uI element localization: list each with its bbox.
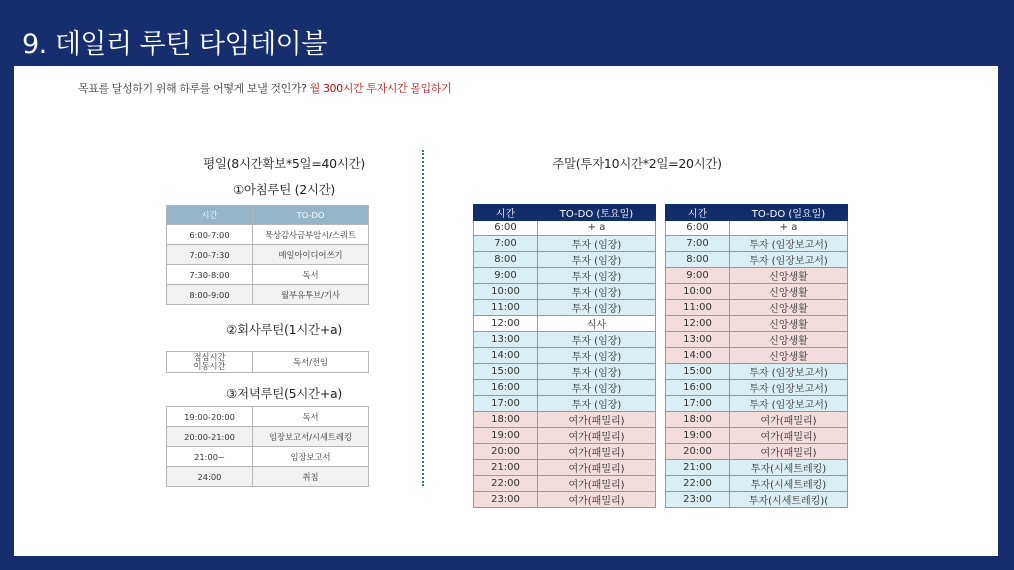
time-cell: 22:00 xyxy=(474,475,538,491)
time-cell: 22:00 xyxy=(666,475,730,491)
time-cell: 7:00 xyxy=(474,235,538,251)
table-row xyxy=(666,347,848,363)
time-cell: 15:00 xyxy=(474,363,538,379)
time-cell: 18:00 xyxy=(474,411,538,427)
time-cell: 7:30-8:00 xyxy=(167,265,253,285)
table-row xyxy=(474,459,656,475)
table-row xyxy=(666,459,848,475)
goal-highlight: 월 300시간 투자시간 몰입하기 xyxy=(309,82,452,95)
todo-cell: 여가(패밀리) xyxy=(730,427,848,443)
table-row xyxy=(474,221,656,236)
header-time: 시간 xyxy=(666,205,730,221)
time-cell: 15:00 xyxy=(666,363,730,379)
todo-cell: 독서 xyxy=(253,407,369,427)
time-cell: 17:00 xyxy=(474,395,538,411)
todo-cell: 여가(패밀리) xyxy=(538,475,656,491)
todo-cell: 투자 (임장) xyxy=(538,251,656,267)
time-cell: 13:00 xyxy=(666,331,730,347)
table-row xyxy=(167,447,369,467)
table-row xyxy=(474,315,656,331)
table-row xyxy=(666,299,848,315)
todo-cell: 여가(패밀리) xyxy=(538,411,656,427)
time-cell: 11:00 xyxy=(474,299,538,315)
time-cell: 16:00 xyxy=(666,379,730,395)
time-cell xyxy=(167,352,253,373)
todo-cell: 임장보고서/시세트레킹 xyxy=(253,427,369,447)
section-divider xyxy=(422,150,424,486)
time-line-lunch: 점심시간 xyxy=(193,352,226,362)
time-cell: 18:00 xyxy=(666,411,730,427)
time-cell: 9:00 xyxy=(666,267,730,283)
weekend-heading: 주말(투자10시간*2일=20시간) xyxy=(552,156,722,171)
table-row xyxy=(666,235,848,251)
table-row xyxy=(167,285,369,305)
todo-cell: 투자 (임장보고서) xyxy=(730,379,848,395)
time-cell: 16:00 xyxy=(474,379,538,395)
time-cell: 6:00 xyxy=(666,221,730,236)
todo-cell: 독서 xyxy=(253,265,369,285)
table-row xyxy=(666,283,848,299)
sunday-schedule-table xyxy=(665,204,848,508)
goal-text: 목표를 달성하기 위해 하루를 어떻게 보낼 것인가? xyxy=(78,82,310,95)
time-cell: 24:00 xyxy=(167,467,253,487)
time-cell: 23:00 xyxy=(666,491,730,507)
header-time: 시간 xyxy=(474,205,538,221)
table-row xyxy=(666,475,848,491)
table-row xyxy=(666,267,848,283)
todo-cell: 투자 (임장보고서) xyxy=(730,235,848,251)
time-cell: 6:00 xyxy=(474,221,538,236)
table-row xyxy=(666,251,848,267)
time-cell: 7:00-7:30 xyxy=(167,245,253,265)
time-cell: 23:00 xyxy=(474,491,538,507)
todo-cell: 투자 (임장보고서) xyxy=(730,395,848,411)
todo-cell: 투자(시세트레킹) xyxy=(730,459,848,475)
weekday-heading: 평일(8시간확보*5일=40시간) xyxy=(203,156,365,171)
table-row xyxy=(666,331,848,347)
morning-routine-heading: ①아침루틴 (2시간) xyxy=(232,182,336,197)
todo-cell: 신앙생활 xyxy=(730,299,848,315)
time-cell: 20:00 xyxy=(474,443,538,459)
todo-cell: 투자 (임장) xyxy=(538,379,656,395)
todo-cell: 투자 (임장) xyxy=(538,331,656,347)
table-row xyxy=(666,443,848,459)
work-routine-heading: ②회사루틴(1시간+a) xyxy=(226,322,342,337)
evening-routine-heading: ③저녁루틴(5시간+a) xyxy=(226,386,342,401)
content-panel xyxy=(14,66,998,556)
table-row xyxy=(474,331,656,347)
todo-cell: 투자 (임장보고서) xyxy=(730,251,848,267)
time-cell: 8:00-9:00 xyxy=(167,285,253,305)
table-row xyxy=(666,395,848,411)
work-routine-table xyxy=(166,351,369,373)
todo-cell: 독서/전임 xyxy=(253,352,369,373)
todo-cell: 투자 (임장) xyxy=(538,395,656,411)
todo-cell: 여가(패밀리) xyxy=(730,443,848,459)
time-cell: 10:00 xyxy=(666,283,730,299)
todo-cell: 묵상감사금부암시/스쿼트 xyxy=(253,225,369,245)
saturday-schedule-table xyxy=(473,204,656,508)
table-row xyxy=(167,427,369,447)
time-line-commute: 이동시간 xyxy=(193,361,226,371)
time-cell: 17:00 xyxy=(666,395,730,411)
todo-cell: 신앙생활 xyxy=(730,347,848,363)
table-row xyxy=(666,411,848,427)
todo-cell: 여가(패밀리) xyxy=(538,459,656,475)
todo-cell: 투자 (임장보고서) xyxy=(730,363,848,379)
time-cell: 20:00 xyxy=(666,443,730,459)
todo-cell: 매일아이디어쓰기 xyxy=(253,245,369,265)
todo-cell: 여가(패밀리) xyxy=(730,411,848,427)
time-cell: 8:00 xyxy=(474,251,538,267)
todo-cell: 여가(패밀리) xyxy=(538,443,656,459)
todo-cell: 투자 (임장) xyxy=(538,283,656,299)
todo-cell: 투자 (임장) xyxy=(538,363,656,379)
table-row xyxy=(666,379,848,395)
time-cell: 12:00 xyxy=(474,315,538,331)
table-row xyxy=(666,491,848,507)
time-cell: 7:00 xyxy=(666,235,730,251)
table-header-row xyxy=(167,206,369,225)
table-row xyxy=(666,363,848,379)
time-cell: 10:00 xyxy=(474,283,538,299)
todo-cell: 여가(패밀리) xyxy=(538,491,656,507)
table-row xyxy=(167,352,369,373)
todo-cell: 임장보고서 xyxy=(253,447,369,467)
todo-cell: + a xyxy=(730,221,848,236)
todo-cell: 신앙생활 xyxy=(730,267,848,283)
table-row xyxy=(474,443,656,459)
table-row xyxy=(666,315,848,331)
table-row xyxy=(474,347,656,363)
table-row xyxy=(167,265,369,285)
table-row xyxy=(666,221,848,236)
table-row xyxy=(167,407,369,427)
todo-cell: 월부유투브/기사 xyxy=(253,285,369,305)
time-cell: 20:00-21:00 xyxy=(167,427,253,447)
time-cell: 6:00-7:00 xyxy=(167,225,253,245)
todo-cell: 신앙생활 xyxy=(730,331,848,347)
todo-cell: 투자 (임장) xyxy=(538,235,656,251)
time-cell: 9:00 xyxy=(474,267,538,283)
todo-cell: 투자(시세트레킹)( xyxy=(730,491,848,507)
todo-cell: 투자(시세트레킹) xyxy=(730,475,848,491)
table-row xyxy=(474,427,656,443)
goal-statement xyxy=(78,80,451,96)
table-header-row xyxy=(666,205,848,221)
time-cell: 14:00 xyxy=(666,347,730,363)
table-row xyxy=(474,395,656,411)
todo-cell: 투자 (임장) xyxy=(538,347,656,363)
todo-cell: 여가(패밀리) xyxy=(538,427,656,443)
header-todo: TO-DO xyxy=(253,206,369,225)
todo-cell: 취침 xyxy=(253,467,369,487)
time-cell: 21:00 xyxy=(474,459,538,475)
time-cell: 19:00 xyxy=(666,427,730,443)
table-row xyxy=(474,267,656,283)
table-row xyxy=(474,363,656,379)
header-todo-saturday: TO-DO (토요일) xyxy=(538,205,656,221)
table-row xyxy=(167,245,369,265)
time-cell: 21:00 xyxy=(666,459,730,475)
table-row xyxy=(167,225,369,245)
time-cell: 8:00 xyxy=(666,251,730,267)
header-time: 시간 xyxy=(167,206,253,225)
time-cell: 12:00 xyxy=(666,315,730,331)
time-cell: 19:00 xyxy=(474,427,538,443)
todo-cell: 신앙생활 xyxy=(730,315,848,331)
table-row xyxy=(474,251,656,267)
todo-cell: 투자 (임장) xyxy=(538,299,656,315)
table-header-row xyxy=(474,205,656,221)
morning-routine-table xyxy=(166,205,369,305)
table-row xyxy=(474,411,656,427)
time-cell: 13:00 xyxy=(474,331,538,347)
table-row xyxy=(666,427,848,443)
time-cell: 19:00-20:00 xyxy=(167,407,253,427)
table-row xyxy=(167,467,369,487)
time-cell: 14:00 xyxy=(474,347,538,363)
todo-cell: 투자 (임장) xyxy=(538,267,656,283)
evening-routine-table xyxy=(166,406,369,487)
header-todo-sunday: TO-DO (일요일) xyxy=(730,205,848,221)
table-row xyxy=(474,379,656,395)
page-title: 9. 데일리 루틴 타임테이블 xyxy=(22,29,327,60)
todo-cell: 식사 xyxy=(538,315,656,331)
time-cell: 21:00~ xyxy=(167,447,253,467)
table-row xyxy=(474,299,656,315)
table-row xyxy=(474,235,656,251)
table-row xyxy=(474,491,656,507)
time-cell: 11:00 xyxy=(666,299,730,315)
table-row xyxy=(474,283,656,299)
todo-cell: 신앙생활 xyxy=(730,283,848,299)
table-row xyxy=(474,475,656,491)
todo-cell: + a xyxy=(538,221,656,236)
